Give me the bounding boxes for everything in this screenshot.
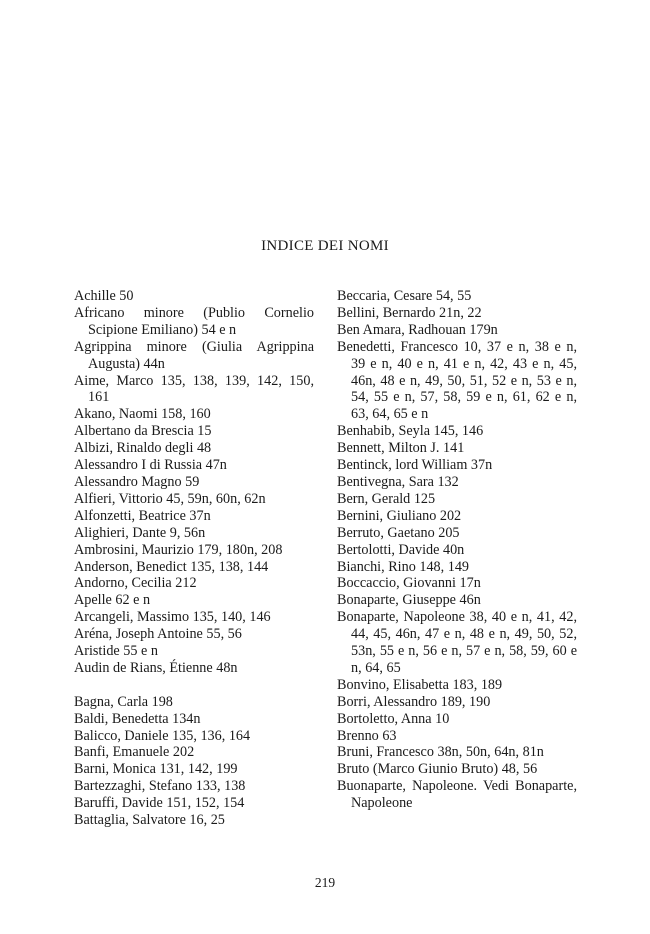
index-entry: Bagna, Carla 198 xyxy=(74,693,173,710)
index-entry: Berruto, Gaetano 205 xyxy=(337,524,460,541)
index-entry: Africano minore (Publio Cornelio Scipione Emiliano) 54 e n xyxy=(74,304,314,338)
index-entry: Alessandro I di Russia 47n xyxy=(74,457,227,474)
index-entry: Andorno, Cecilia 212 xyxy=(74,575,197,592)
index-entry: Bellini, Bernardo 21n, 22 xyxy=(337,304,482,321)
index-entry: Alfonzetti, Beatrice 37n xyxy=(74,507,211,524)
index-entry: Barni, Monica 131, 142, 199 xyxy=(74,761,238,778)
index-entry: Apelle 62 e n xyxy=(74,592,151,609)
index-entry: Borri, Alessandro 189, 190 xyxy=(337,693,491,710)
index-entry: Bertolotti, Davide 40n xyxy=(337,541,465,558)
index-entry: Albertano da Brescia 15 xyxy=(74,423,212,440)
index-entry: Bortoletto, Anna 10 xyxy=(337,710,450,727)
index-entry: Baldi, Benedetta 134n xyxy=(74,710,201,727)
index-entry: Bonaparte, Giuseppe 46n xyxy=(337,592,481,609)
index-entry: Ben Amara, Radhouan 179n xyxy=(337,321,498,338)
index-entry: Achille 50 xyxy=(74,288,134,304)
index-entry: Alessandro Magno 59 xyxy=(74,473,200,490)
page-number: 219 xyxy=(314,875,336,890)
index-entry: Boccaccio, Giovanni 17n xyxy=(337,575,481,592)
index-entry: Albizi, Rinaldo degli 48 xyxy=(74,440,212,457)
index-entry: Aime, Marco 135, 138, 139, 142, 150, 161 xyxy=(74,372,314,406)
index-column-left xyxy=(74,288,314,829)
index-entry: Bonvino, Elisabetta 183, 189 xyxy=(337,676,503,693)
index-entry: Battaglia, Salvatore 16, 25 xyxy=(74,812,225,829)
index-entry: Bianchi, Rino 148, 149 xyxy=(337,558,470,575)
index-entry: Akano, Naomi 158, 160 xyxy=(74,406,211,423)
index-entry: Aristide 55 e n xyxy=(74,643,158,660)
index-entry: Bentinck, lord William 37n xyxy=(337,457,493,474)
letter-group-gap xyxy=(74,677,314,694)
index-entry: Bentivegna, Sara 132 xyxy=(337,473,459,490)
index-entry: Anderson, Benedict 135, 138, 144 xyxy=(74,558,269,575)
index-entry: Buonaparte, Napoleone. Vedi Bonaparte, Napoleone xyxy=(337,778,577,812)
index-entry: Bruto (Marco Giunio Bruto) 48, 56 xyxy=(337,761,538,778)
index-entry: Aréna, Joseph Antoine 55, 56 xyxy=(74,626,242,643)
index-entry: Banfi, Emanuele 202 xyxy=(74,744,195,761)
index-entry: Benedetti, Francesco 10, 37 e n, 38 e n, 39 e n, 40 e n, 41 e n, 42, 43 e n, 45, 46n, 48 e n, 49, 50, 51, 52 e n, 53 e n, 54, 55 e n, 57, 58, 59 e n, 61, 62 e n, 63, 64, 65 e n xyxy=(337,338,577,423)
index-entry: Bonaparte, Napoleone 38, 40 e n, 41, 42, 44, 45, 46n, 47 e n, 48 e n, 49, 50, 52, 53n, 55 e n, 56 e n, 57 e n, 58, 59, 60 e n, 64, 65 xyxy=(337,609,577,676)
index-entry: Alfieri, Vittorio 45, 59n, 60n, 62n xyxy=(74,490,266,507)
index-entry: Benhabib, Seyla 145, 146 xyxy=(337,423,484,440)
index-entry: Balicco, Daniele 135, 136, 164 xyxy=(74,727,251,744)
index-column-right xyxy=(337,288,577,812)
index-entry: Alighieri, Dante 9, 56n xyxy=(74,524,206,541)
index-entry: Bennett, Milton J. 141 xyxy=(337,440,465,457)
index-entry: Beccaria, Cesare 54, 55 xyxy=(337,288,472,304)
index-entry: Bruni, Francesco 38n, 50n, 64n, 81n xyxy=(337,744,544,761)
index-entry: Ambrosini, Maurizio 179, 180n, 208 xyxy=(74,541,283,558)
index-entry: Audin de Rians, Étienne 48n xyxy=(74,659,238,676)
index-entry: Brenno 63 xyxy=(337,727,397,744)
index-entry: Bernini, Giuliano 202 xyxy=(337,507,462,524)
index-entry: Bern, Gerald 125 xyxy=(337,490,436,507)
index-entry: Agrippina minore (Giulia Agrippina Augusta) 44n xyxy=(74,338,314,372)
index-entry: Arcangeli, Massimo 135, 140, 146 xyxy=(74,609,271,626)
index-entry: Baruffi, Davide 151, 152, 154 xyxy=(74,795,245,812)
index-entry: Bartezzaghi, Stefano 133, 138 xyxy=(74,778,246,795)
page-title: INDICE DEI NOMI xyxy=(261,238,389,254)
